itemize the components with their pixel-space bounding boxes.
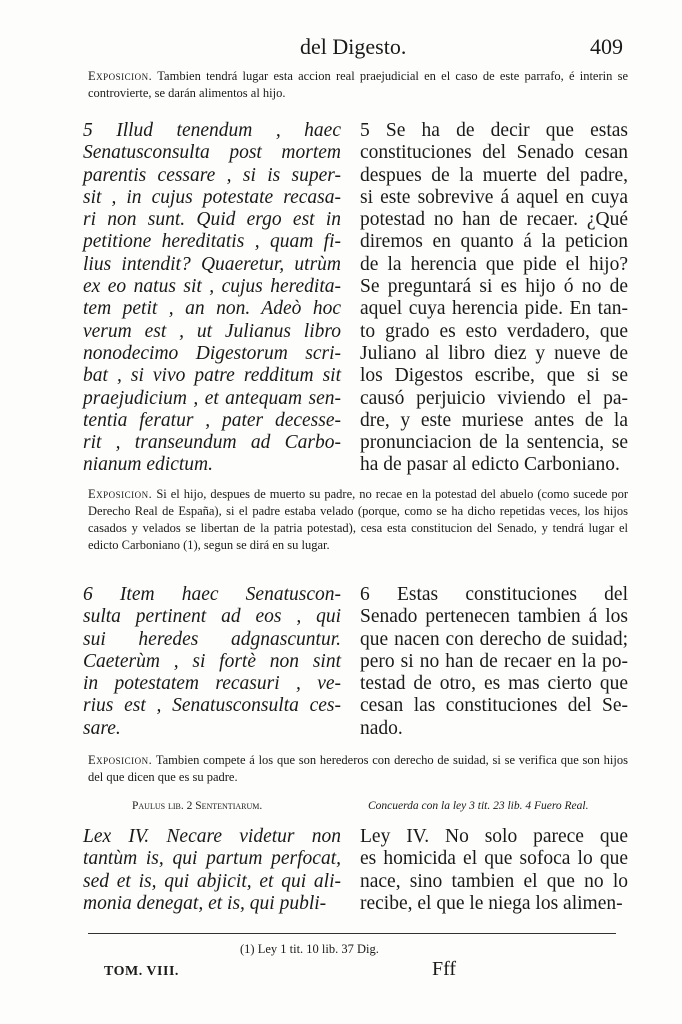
- text-line: causó perjuicio viviendo el pa-: [360, 387, 628, 409]
- text-line: de la herencia que pide el hijo?: [360, 253, 628, 275]
- spanish-law-4: [360, 826, 628, 915]
- text-line: nonodecimo Digestorum scri-: [83, 342, 341, 364]
- exposition-note-3: [88, 752, 628, 786]
- exposition-text: Tambien compete á los que son herederos con derecho de suidad, si se verifica que son hijos del que dicen que es su padre.: [88, 753, 628, 784]
- text-line: si este sobrevive á aquel en cuya: [360, 186, 628, 208]
- text-line: ha de pasar al edicto Carboniano.: [360, 454, 620, 476]
- text-line: dre, y este muriese antes de la: [360, 409, 628, 431]
- text-line: los Digestos escribe, que si se: [360, 365, 628, 387]
- page-number: 409: [590, 34, 623, 59]
- text-line: praejudicium , et antequam sen-: [83, 387, 341, 409]
- exposition-label: Exposicion.: [88, 487, 153, 501]
- text-line: testad de otro, es mas cierto que: [360, 673, 628, 695]
- latin-paragraph-6: [83, 584, 341, 740]
- text-line: in potestatem recasuri , ve-: [83, 673, 341, 695]
- text-line: sare.: [83, 717, 121, 739]
- text-line: tem petit , an non. Adeò hoc: [83, 298, 341, 320]
- exposition-note-2: [88, 486, 628, 554]
- running-title: del Digesto.: [300, 34, 407, 59]
- text-line: Juliano al libro diez y nueve de: [360, 342, 628, 364]
- spanish-paragraph-5: [360, 120, 628, 477]
- text-line: pero si no han de recaer en la po-: [360, 650, 628, 672]
- source-citation-latin: Paulus lib. 2 Sententiarum.: [132, 800, 263, 812]
- footnote-rule: [88, 933, 616, 934]
- text-line: bat , si vivo patre redditum sit: [83, 365, 341, 387]
- text-line: petitione hereditatis , quam fi-: [83, 231, 341, 253]
- text-line: tantùm is, qui partum perfocat,: [83, 848, 341, 870]
- text-line: pronunciacion de la sentencia, se: [360, 432, 628, 454]
- text-line: es homicida el que sofoca lo que: [360, 848, 628, 870]
- text-line: 6 Item haec Senatuscon-: [83, 584, 341, 605]
- text-line: sit , in cujus potestate recasa-: [83, 186, 341, 208]
- text-line: verum est , ut Julianus libro: [83, 320, 341, 342]
- text-line: sulta pertinent ad eos , qui: [83, 606, 341, 628]
- text-line: Ley IV. No solo parece que: [360, 826, 628, 847]
- text-line: constituciones del Senado cesan: [360, 142, 628, 164]
- signature-mark: Fff: [432, 958, 457, 980]
- latin-law-4: [83, 826, 341, 915]
- text-line: rius est , Senatusconsulta ces-: [83, 695, 341, 717]
- text-line: tentia feratur , pater decesse-: [83, 409, 341, 431]
- text-line: aquel cuya herencia pide. En tan-: [360, 298, 628, 320]
- text-line: 5 Illud tenendum , haec: [83, 120, 341, 141]
- text-line: 5 Se ha de decir que estas: [360, 120, 628, 141]
- exposition-note-1: [88, 68, 628, 102]
- text-line: recibe, el que le niega los alimen-: [360, 892, 623, 914]
- text-line: lius intendit? Quaeretur, utrùm: [83, 253, 341, 275]
- volume-label: TOM. VIII.: [104, 964, 179, 979]
- text-line: Senado pertenecen tambien á los: [360, 606, 628, 628]
- text-line: ri non sunt. Quid ergo est in: [83, 209, 341, 231]
- text-line: sui heredes adgnascuntur.: [83, 628, 341, 650]
- text-line: rit , transeundum ad Carbo-: [83, 432, 341, 454]
- text-line: Lex IV. Necare videtur non: [83, 826, 341, 847]
- text-line: cesan las constituciones del Se-: [360, 695, 628, 717]
- text-line: Senatusconsulta post mortem: [83, 142, 341, 164]
- text-line: 6 Estas constituciones del: [360, 584, 628, 605]
- footnote: (1) Ley 1 tit. 10 lib. 37 Dig.: [240, 942, 379, 956]
- exposition-label: Exposicion.: [88, 753, 153, 767]
- spanish-paragraph-6: [360, 584, 628, 740]
- source-citation-spanish: Concuerda con la ley 3 tit. 23 lib. 4 Fuero Real.: [368, 800, 589, 812]
- exposition-label: Exposicion.: [88, 69, 153, 83]
- text-line: sed et is, qui abjicit, et qui ali-: [83, 870, 341, 892]
- text-line: parentis cessare , si is super-: [83, 164, 341, 186]
- text-line: ex eo natus sit , cujus heredita-: [83, 276, 341, 298]
- text-line: potestad no han de recaer. ¿Qué: [360, 209, 628, 231]
- text-line: despues de la muerte del padre,: [360, 164, 628, 186]
- exposition-text: Tambien tendrá lugar esta accion real praejudicial en el caso de este parrafo, é interin se controvierte, se darán alimentos al hijo.: [88, 69, 629, 100]
- latin-paragraph-5: [83, 120, 341, 477]
- text-line: diremos en quanto á la peticion: [360, 231, 628, 253]
- text-line: que nacen con derecho de suidad;: [360, 628, 628, 650]
- text-line: nace, sino tambien el que no lo: [360, 870, 628, 892]
- text-line: Caeterùm , si fortè non sint: [83, 650, 341, 672]
- text-line: monia denegat, et is, qui publi-: [83, 892, 327, 914]
- exposition-text: Si el hijo, despues de muerto su padre, no recae en la potestad del abuelo (como sucede por Derecho Real de España), si el padre estaba velado (porque, como se ha dicho repetidas veces, los hijos casados y velados se libertan de la patria potestad), cesa esta constitucion del Senado, y tendrá lugar el edicto Carboniano (1), segun se dirá en su lugar.: [88, 487, 629, 552]
- text-line: nianum edictum.: [83, 454, 213, 476]
- text-line: nado.: [360, 717, 403, 739]
- text-line: Se preguntará si es hijo ó no de: [360, 276, 628, 298]
- text-line: to grado es esto verdadero, que: [360, 320, 628, 342]
